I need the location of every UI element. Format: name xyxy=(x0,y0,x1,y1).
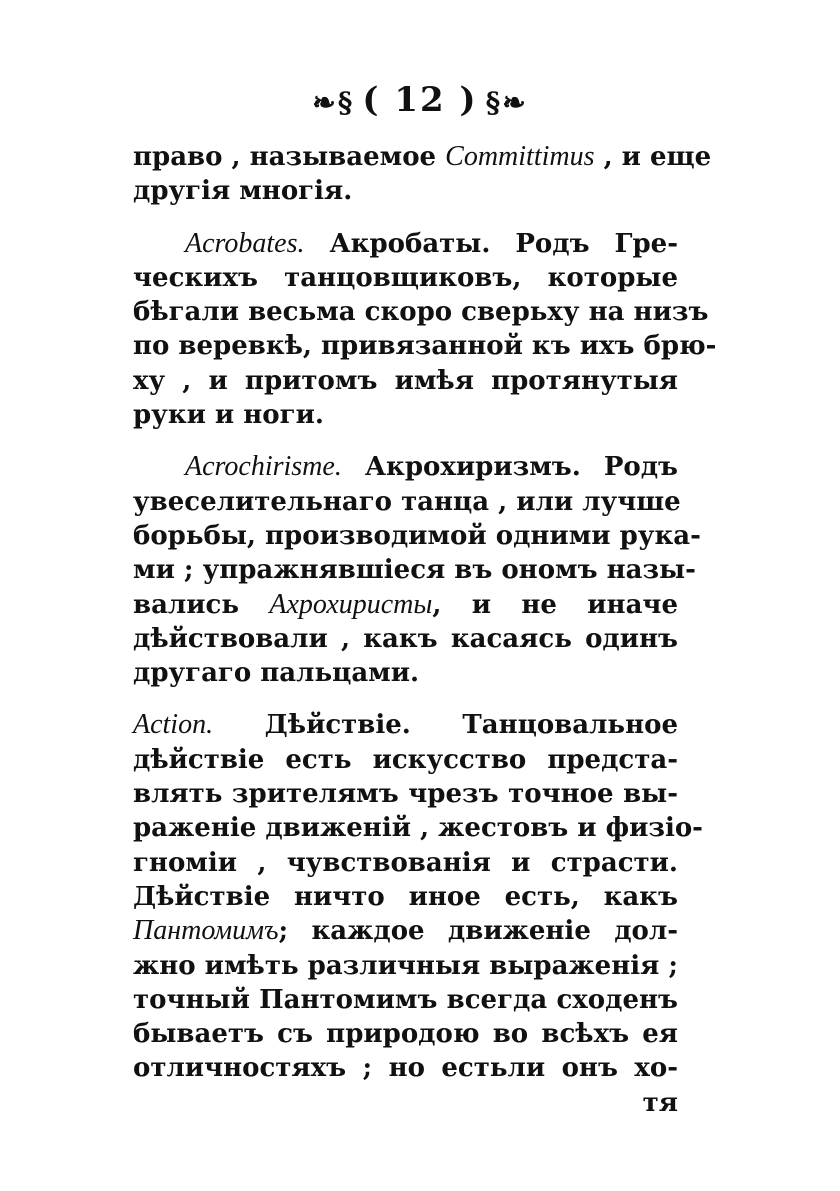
page-number: ( 12 ) xyxy=(362,80,478,120)
entry-acrochirisme-line: Acrochirisme. Акрохиризмъ. Родъ xyxy=(185,451,678,483)
entry-acrobates-line: Acrobates. Акробаты. Родъ Гре- xyxy=(185,227,678,259)
entry-term: Action. xyxy=(133,709,214,741)
text-line: жно имѣть различныя выраженія ; xyxy=(133,950,678,981)
entry-term: Acrobates. xyxy=(185,227,305,259)
text-line: точный Пантомимъ всегда сходенъ xyxy=(133,984,678,1015)
text-line: борьбы, производимой одними рука- xyxy=(133,520,701,551)
text-line: ми ; упражнявшіеся въ ономъ назы- xyxy=(133,555,696,586)
text-line: другаго пальцами. xyxy=(133,658,420,689)
entry-term: Acrochirisme. xyxy=(185,451,342,483)
text-line: дѣйствовали , какъ касаясь одинъ xyxy=(133,623,678,654)
text-line: другія многія. xyxy=(133,176,353,207)
text-line: Пантомимъ; каждое движеніе дол- xyxy=(133,915,678,947)
latin-term: Committimus xyxy=(445,141,595,172)
right-ornament: §❧ xyxy=(485,85,528,119)
left-ornament: ❧§ xyxy=(312,85,355,119)
text-line: увеселительнаго танца , или лучше xyxy=(133,486,681,517)
text-line: раженіе движеній , жестовъ и физіо- xyxy=(133,813,703,844)
text-line: бѣгали весьма скоро сверьху на низъ xyxy=(133,297,709,328)
text-line: по веревкѣ, привязанной къ ихъ брю- xyxy=(133,331,717,362)
text-line: Дѣйствіе ничто иное есть, какъ xyxy=(133,881,678,912)
text-line: гноміи , чувствованія и страсти. xyxy=(133,847,678,878)
text-line: влять зрителямъ чрезъ точное вы- xyxy=(133,779,678,810)
text-line: право , называемое Committimus , и еще xyxy=(133,141,712,172)
text-line: отличностяхъ ; но естьли онъ хо- xyxy=(133,1053,678,1084)
text-line: дѣйствіе есть искусство предста- xyxy=(133,744,678,775)
catchword: тя xyxy=(642,1087,678,1118)
body-text xyxy=(133,140,717,1120)
text-line: бываетъ съ природою во всѣхъ ея xyxy=(133,1019,678,1050)
italic-term: Пантомимъ xyxy=(133,915,279,947)
italic-term: Ахрохиристы xyxy=(269,588,433,620)
entry-action-line: Action. Дѣйствіе. Танцовальное xyxy=(133,709,678,741)
text-line: вались Ахрохиристы, и не иначе xyxy=(133,588,679,620)
text-line: ху , и притомъ имѣя протянутыя xyxy=(133,365,678,396)
text-line: руки и ноги. xyxy=(133,400,324,431)
page-header xyxy=(0,80,840,120)
text-line: ческихъ танцовщиковъ, которые xyxy=(133,262,678,293)
